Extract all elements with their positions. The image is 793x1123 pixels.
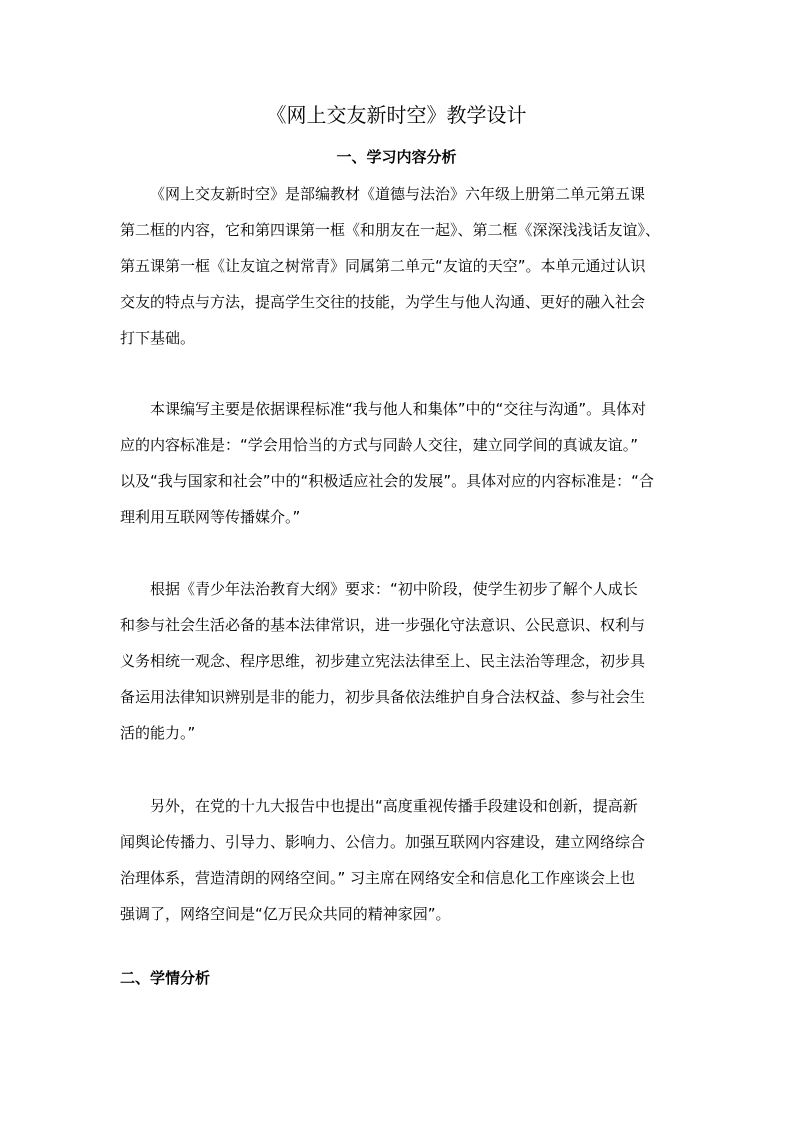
- paragraph-line: 第二框的内容，它和第四课第一框《和朋友在一起》、第二框《深深浅浅话友谊》、: [120, 221, 661, 239]
- paragraph-line: 闻舆论传播力、引导力、影响力、公信力。加强互联网内容建设，建立网络综合: [120, 833, 646, 851]
- paragraph-line: 根据《青少年法治教育大纲》要求：“初中阶段，使学生初步了解个人成长: [150, 580, 638, 598]
- paragraph-line: 理利用互联网等传播媒介。”: [120, 508, 301, 526]
- paragraph-line: 《网上交友新时空》是部编教材《道德与法治》六年级上册第二单元第五课: [150, 185, 646, 203]
- paragraph-3: [120, 578, 676, 758]
- paragraph-line: 应的内容标准是：“学会用恰当的方式与同龄人交往，建立同学间的真诚友谊。”: [120, 436, 639, 454]
- paragraph-line: 治理体系，营造清朗的网络空间。” 习主席在网络安全和信息化工作座谈会上也: [120, 869, 636, 887]
- paragraph-line: 交友的特点与方法，提高学生交往的技能，为学生与他人沟通、更好的融入社会: [120, 293, 646, 311]
- section-heading-learner-analysis: 二、学情分析: [120, 969, 211, 987]
- paragraph-1: [120, 183, 676, 363]
- paragraph-line: 另外，在党的十九大报告中也提出“高度重视传播手段建设和创新，提高新: [150, 797, 638, 815]
- paragraph-line: 第五课第一框《让友谊之树常青》同属第二单元“友谊的天空”。本单元通过认识: [120, 257, 646, 275]
- paragraph-4: [120, 795, 676, 939]
- paragraph-line: 打下基础。: [120, 329, 196, 347]
- paragraph-line: 和参与社会生活必备的基本法律常识，进一步强化守法意识、公民意识、权利与: [120, 616, 646, 634]
- paragraph-line: 本课编写主要是依据课程标准“我与他人和集体”中的“交往与沟通”。具体对: [150, 400, 647, 418]
- section-heading-content-analysis: 一、学习内容分析: [336, 148, 457, 166]
- paragraph-line: 活的能力。”: [120, 724, 196, 742]
- paragraph-2: [120, 398, 676, 542]
- paragraph-line: 强调了，网络空间是“亿万民众共同的精神家园”。: [120, 905, 451, 923]
- paragraph-line: 以及“我与国家和社会”中的“积极适应社会的发展”。具体对应的内容标准是：“合: [120, 472, 654, 490]
- paragraph-line: 备运用法律知识辨别是非的能力，初步具备依法维护自身合法权益、参与社会生: [120, 688, 646, 706]
- document-title: 《网上交友新时空》教学设计: [266, 103, 527, 127]
- paragraph-line: 义务相统一观念、程序思维，初步建立宪法法律至上、民主法治等理念，初步具: [120, 652, 646, 670]
